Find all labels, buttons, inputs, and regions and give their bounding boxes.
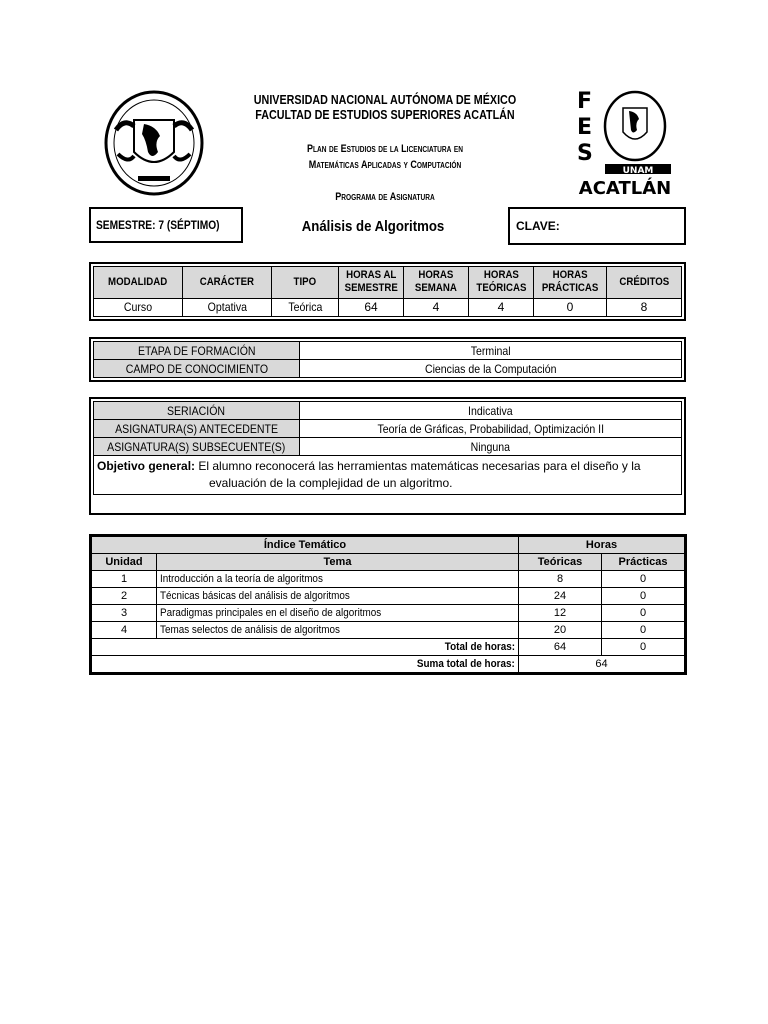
- header-caracter: CARÁCTER: [183, 267, 272, 299]
- practice-cell: 0: [602, 571, 685, 588]
- fes-acatlan-logo: [575, 88, 675, 200]
- col-practicas: Prácticas: [602, 554, 685, 571]
- practice-cell: 0: [602, 588, 685, 605]
- seriacion-label: SERIACIÓN: [94, 402, 300, 420]
- theory-cell: 8: [519, 571, 602, 588]
- campo-value: Ciencias de la Computación: [300, 360, 682, 378]
- fes-letter-s: S: [577, 141, 593, 166]
- etapa-table: [89, 337, 686, 382]
- etapa-value: Terminal: [300, 342, 682, 360]
- campo-label: CAMPO DE CONOCIMIENTO: [94, 360, 300, 378]
- objective-line1: El alumno reconocerá las herramientas matemáticas necesarias para el diseño y la: [198, 459, 641, 473]
- practice-cell: 0: [602, 605, 685, 622]
- table-row: [92, 588, 685, 605]
- topic-cell: Técnicas básicas del análisis de algoritmos: [157, 588, 519, 605]
- value-creditos: 8: [607, 298, 682, 316]
- seriacion-table: [89, 397, 686, 515]
- unit-cell: 1: [92, 571, 157, 588]
- modality-value-row: [94, 298, 682, 316]
- objective-row: [94, 456, 682, 495]
- subsecuente-value: Ninguna: [300, 438, 682, 456]
- topic-cell: Introducción a la teoría de algoritmos: [157, 571, 519, 588]
- header-creditos: CRÉDITOS: [607, 267, 682, 299]
- campo-row: [94, 360, 682, 378]
- grand-total-value: 64: [519, 656, 685, 673]
- topic-cell: Paradigmas principales en el diseño de algoritmos: [157, 605, 519, 622]
- fes-band-text: UNAM: [622, 166, 654, 176]
- total-theory: 64: [519, 639, 602, 656]
- plan-heading: [250, 141, 521, 173]
- course-title: Análisis de Algoritmos: [301, 218, 445, 235]
- header-modalidad: MODALIDAD: [94, 267, 183, 299]
- clave-label: CLAVE:: [516, 219, 560, 233]
- header-horas-teoricas: HORAS TEÓRICAS: [469, 267, 534, 299]
- value-caracter: Optativa: [183, 298, 272, 316]
- practice-cell: 0: [602, 622, 685, 639]
- semester-label: SEMESTRE: 7 (SÉPTIMO): [96, 218, 220, 232]
- value-horas-teoricas: 4: [469, 298, 534, 316]
- plan-line1: Plan de Estudios de la Licenciatura en: [306, 143, 464, 155]
- seriacion-value: Indicativa: [300, 402, 682, 420]
- semester-box: [89, 207, 243, 243]
- grand-total-row: [92, 656, 685, 673]
- university-name: UNIVERSIDAD NACIONAL AUTÓNOMA DE MÉXICO: [253, 93, 517, 107]
- antecedente-value: Teoría de Gráficas, Probabilidad, Optimización II: [300, 420, 682, 438]
- value-tipo: Teórica: [272, 298, 339, 316]
- hours-title: Horas: [519, 537, 685, 554]
- objective-cell: [94, 456, 682, 495]
- indice-tematico-table: [89, 534, 687, 675]
- header-horas-practicas: HORAS PRÁCTICAS: [534, 267, 607, 299]
- unit-cell: 2: [92, 588, 157, 605]
- etapa-row: [94, 342, 682, 360]
- antecedente-row: [94, 420, 682, 438]
- value-horas-semana: 4: [404, 298, 469, 316]
- unit-cell: 4: [92, 622, 157, 639]
- fes-letter-e: E: [577, 115, 593, 140]
- table-row: [92, 571, 685, 588]
- objective-line2: evaluación de la complejidad de un algoritmo.: [209, 476, 453, 490]
- fes-name-text: ACATLÁN: [578, 178, 672, 199]
- university-heading: [243, 93, 527, 123]
- table-row: [92, 605, 685, 622]
- objective-label: Objetivo general:: [97, 459, 196, 473]
- theory-cell: 12: [519, 605, 602, 622]
- modality-table: [89, 262, 686, 321]
- grand-total-label: Suma total de horas:: [92, 656, 519, 673]
- modality-header-row: [94, 267, 682, 299]
- theory-cell: 20: [519, 622, 602, 639]
- col-tema: Tema: [157, 554, 519, 571]
- col-teoricas: Teóricas: [519, 554, 602, 571]
- total-label: Total de horas:: [92, 639, 519, 656]
- header-horas-semana: HORAS SEMANA: [404, 267, 469, 299]
- value-horas-semestre: 64: [339, 298, 404, 316]
- indice-title: Índice Temático: [92, 537, 519, 554]
- seriacion-row: [94, 402, 682, 420]
- total-practice: 0: [602, 639, 685, 656]
- antecedente-label: ASIGNATURA(S) ANTECEDENTE: [94, 420, 300, 438]
- unit-cell: 3: [92, 605, 157, 622]
- unam-seal-logo: [104, 90, 204, 196]
- total-row: [92, 639, 685, 656]
- indice-header-row: [92, 554, 685, 571]
- plan-line2: Matemáticas Aplicadas y Computación: [308, 159, 462, 171]
- subsecuente-label: ASIGNATURA(S) SUBSECUENTE(S): [94, 438, 300, 456]
- faculty-name: FACULTAD DE ESTUDIOS SUPERIORES ACATLÁN: [255, 108, 515, 122]
- header-horas-semestre: HORAS AL SEMESTRE: [339, 267, 404, 299]
- indice-title-row: [92, 537, 685, 554]
- clave-box: [508, 207, 686, 245]
- etapa-label: ETAPA DE FORMACIÓN: [94, 342, 300, 360]
- topic-cell: Temas selectos de análisis de algoritmos: [157, 622, 519, 639]
- subsecuente-row: [94, 438, 682, 456]
- value-horas-practicas: 0: [534, 298, 607, 316]
- theory-cell: 24: [519, 588, 602, 605]
- value-modalidad: Curso: [94, 298, 183, 316]
- table-row: [92, 622, 685, 639]
- header-tipo: TIPO: [272, 267, 339, 299]
- program-heading: Programa de Asignatura: [335, 191, 435, 203]
- col-unidad: Unidad: [92, 554, 157, 571]
- fes-letter-f: F: [577, 89, 593, 114]
